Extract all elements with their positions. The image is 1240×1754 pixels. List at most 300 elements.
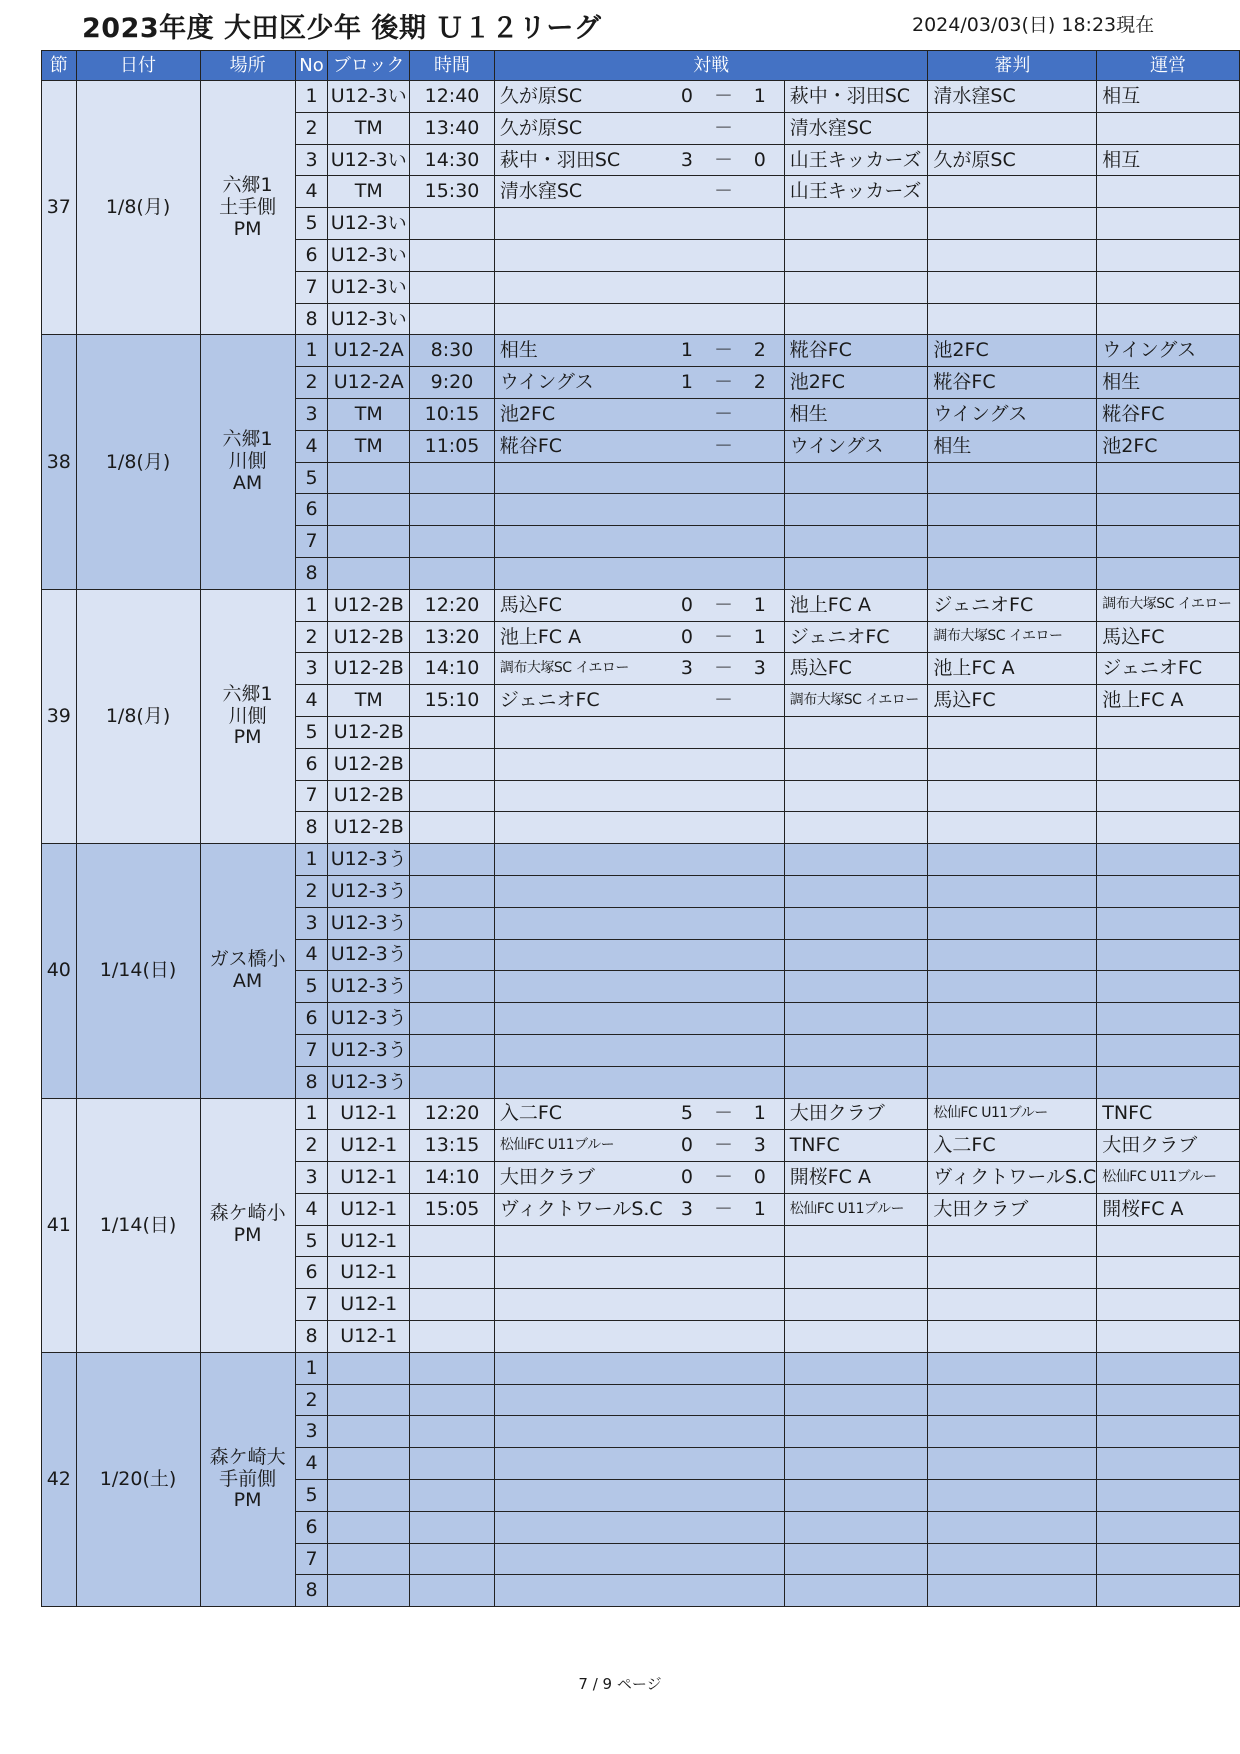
referee-cell	[928, 1066, 1097, 1098]
score-dash-cell	[711, 1321, 736, 1353]
home-score-cell	[663, 1003, 711, 1035]
time-cell	[410, 1480, 495, 1512]
time-cell	[410, 1352, 495, 1384]
referee-cell	[928, 1511, 1097, 1543]
away-score-cell	[736, 1384, 784, 1416]
score-dash-cell	[711, 557, 736, 589]
home-score-cell	[663, 1480, 711, 1512]
no-cell: 4	[295, 1193, 328, 1225]
venue-line: 手前側	[219, 1467, 277, 1490]
score-dash-cell	[711, 239, 736, 271]
home-team-cell	[494, 907, 662, 939]
time-cell: 14:30	[410, 144, 495, 176]
home-team-cell: 清水窪SC	[494, 176, 662, 208]
no-cell: 6	[295, 1003, 328, 1035]
venue-line: 川側	[228, 450, 267, 473]
home-score-cell	[663, 812, 711, 844]
home-team-cell	[494, 1448, 662, 1480]
away-team-cell	[784, 557, 928, 589]
no-cell: 5	[295, 208, 328, 240]
block-cell: U12-2B	[328, 653, 410, 685]
score-dash-cell	[711, 462, 736, 494]
score-dash-cell	[711, 1575, 736, 1607]
operation-cell: 糀谷FC	[1097, 398, 1240, 430]
operation-cell	[1097, 1034, 1240, 1066]
home-team-cell	[494, 812, 662, 844]
away-team-cell	[784, 208, 928, 240]
score-dash-cell: －	[711, 176, 736, 208]
time-cell: 12:40	[410, 81, 495, 113]
no-cell: 3	[295, 907, 328, 939]
date-cell: 1/20(土)	[76, 1352, 200, 1606]
no-cell: 4	[295, 939, 328, 971]
away-score-cell	[736, 271, 784, 303]
time-cell	[410, 1034, 495, 1066]
score-dash-cell: －	[711, 1162, 736, 1194]
block-cell	[328, 1575, 410, 1607]
no-cell: 4	[295, 1448, 328, 1480]
referee-cell	[928, 239, 1097, 271]
operation-cell	[1097, 844, 1240, 876]
no-cell: 1	[295, 589, 328, 621]
referee-cell: ヴィクトワールS.C	[928, 1162, 1097, 1194]
referee-cell	[928, 1352, 1097, 1384]
block-cell: U12-1	[328, 1321, 410, 1353]
time-cell	[410, 271, 495, 303]
away-score-cell	[736, 1575, 784, 1607]
operation-cell	[1097, 303, 1240, 335]
operation-cell	[1097, 271, 1240, 303]
venue-line: PM	[233, 1224, 262, 1247]
home-score-cell	[663, 939, 711, 971]
home-team-cell	[494, 1225, 662, 1257]
operation-cell	[1097, 1416, 1240, 1448]
header-match: 対戦	[494, 51, 928, 81]
operation-cell	[1097, 1352, 1240, 1384]
away-team-cell	[784, 303, 928, 335]
no-cell: 2	[295, 112, 328, 144]
home-team-cell	[494, 780, 662, 812]
home-score-cell: 3	[663, 653, 711, 685]
away-team-cell	[784, 716, 928, 748]
score-dash-cell	[711, 208, 736, 240]
away-team-cell	[784, 526, 928, 558]
referee-cell	[928, 1384, 1097, 1416]
no-cell: 8	[295, 303, 328, 335]
operation-cell	[1097, 875, 1240, 907]
block-cell: U12-2B	[328, 716, 410, 748]
block-cell: U12-1	[328, 1193, 410, 1225]
home-score-cell	[663, 748, 711, 780]
page-title: 2023年度 大田区少年 後期 Ｕ１２リーグ	[82, 13, 602, 44]
away-team-cell	[784, 1384, 928, 1416]
home-team-cell: 相生	[494, 335, 662, 367]
operation-cell	[1097, 1225, 1240, 1257]
home-team-cell: 萩中・羽田SC	[494, 144, 662, 176]
table-row	[42, 589, 1240, 621]
time-cell: 14:10	[410, 1162, 495, 1194]
away-score-cell	[736, 176, 784, 208]
no-cell: 8	[295, 812, 328, 844]
operation-cell	[1097, 1257, 1240, 1289]
away-score-cell	[736, 812, 784, 844]
venue-line: PM	[233, 1489, 262, 1512]
operation-cell	[1097, 526, 1240, 558]
referee-cell: 池上FC A	[928, 653, 1097, 685]
time-cell: 10:15	[410, 398, 495, 430]
home-score-cell: 1	[663, 335, 711, 367]
referee-cell: 相生	[928, 430, 1097, 462]
away-team-cell	[784, 1003, 928, 1035]
referee-cell	[928, 271, 1097, 303]
venue-line: ガス橋小	[209, 947, 286, 970]
time-cell: 9:20	[410, 367, 495, 399]
score-dash-cell: －	[711, 367, 736, 399]
time-cell	[410, 907, 495, 939]
away-score-cell	[736, 557, 784, 589]
block-cell: TM	[328, 398, 410, 430]
time-cell	[410, 971, 495, 1003]
date-cell: 1/14(日)	[76, 1098, 200, 1352]
time-cell: 12:20	[410, 589, 495, 621]
home-team-cell: 調布大塚SC イエロー	[494, 653, 662, 685]
score-dash-cell: －	[711, 685, 736, 717]
referee-cell: ウイングス	[928, 398, 1097, 430]
home-team-cell	[494, 1384, 662, 1416]
home-team-cell	[494, 526, 662, 558]
score-dash-cell	[711, 716, 736, 748]
home-score-cell	[663, 176, 711, 208]
time-cell	[410, 526, 495, 558]
score-dash-cell	[711, 875, 736, 907]
referee-cell: 馬込FC	[928, 685, 1097, 717]
home-team-cell	[494, 462, 662, 494]
home-score-cell	[663, 1543, 711, 1575]
operation-cell	[1097, 239, 1240, 271]
operation-cell: 相生	[1097, 367, 1240, 399]
operation-cell	[1097, 112, 1240, 144]
no-cell: 6	[295, 1511, 328, 1543]
date-cell: 1/8(月)	[76, 335, 200, 589]
block-cell: U12-1	[328, 1257, 410, 1289]
home-team-cell: ヴィクトワールS.C	[494, 1193, 662, 1225]
operation-cell: 相互	[1097, 81, 1240, 113]
away-team-cell	[784, 907, 928, 939]
header-time: 時間	[410, 51, 495, 81]
referee-cell: 松仙FC U11ブルー	[928, 1098, 1097, 1130]
date-cell: 1/8(月)	[76, 589, 200, 843]
time-cell	[410, 462, 495, 494]
referee-cell	[928, 907, 1097, 939]
home-team-cell	[494, 1575, 662, 1607]
time-cell	[410, 1257, 495, 1289]
table-row	[42, 1352, 1240, 1384]
time-cell: 13:20	[410, 621, 495, 653]
operation-cell	[1097, 1003, 1240, 1035]
venue-line: PM	[233, 726, 262, 749]
away-team-cell: 池上FC A	[784, 589, 928, 621]
block-cell: TM	[328, 176, 410, 208]
operation-cell: ジェニオFC	[1097, 653, 1240, 685]
home-team-cell: 松仙FC U11ブルー	[494, 1130, 662, 1162]
away-score-cell: 1	[736, 1193, 784, 1225]
block-cell: U12-1	[328, 1289, 410, 1321]
away-team-cell: TNFC	[784, 1130, 928, 1162]
header-row	[42, 51, 1240, 81]
venue-line: PM	[233, 217, 262, 240]
score-dash-cell	[711, 303, 736, 335]
away-team-cell	[784, 812, 928, 844]
home-score-cell	[663, 907, 711, 939]
away-team-cell	[784, 1034, 928, 1066]
no-cell: 4	[295, 430, 328, 462]
block-cell: U12-2A	[328, 367, 410, 399]
away-score-cell	[736, 1257, 784, 1289]
block-cell: U12-3い	[328, 208, 410, 240]
block-cell	[328, 1543, 410, 1575]
block-cell: U12-3い	[328, 303, 410, 335]
operation-cell	[1097, 1543, 1240, 1575]
away-team-cell	[784, 1066, 928, 1098]
away-score-cell: 2	[736, 367, 784, 399]
referee-cell	[928, 1448, 1097, 1480]
date-cell: 1/14(日)	[76, 844, 200, 1098]
table-row	[42, 335, 1240, 367]
no-cell: 1	[295, 81, 328, 113]
referee-cell	[928, 780, 1097, 812]
home-score-cell	[663, 875, 711, 907]
home-team-cell	[494, 494, 662, 526]
header-setsu: 節	[42, 51, 77, 81]
no-cell: 1	[295, 335, 328, 367]
block-cell: U12-2B	[328, 748, 410, 780]
no-cell: 3	[295, 144, 328, 176]
away-score-cell	[736, 1321, 784, 1353]
block-cell: U12-3い	[328, 271, 410, 303]
time-cell: 8:30	[410, 335, 495, 367]
operation-cell	[1097, 462, 1240, 494]
time-cell	[410, 939, 495, 971]
referee-cell	[928, 462, 1097, 494]
header-date: 日付	[76, 51, 200, 81]
setsu-cell: 38	[42, 335, 77, 589]
time-cell	[410, 494, 495, 526]
away-score-cell	[736, 1511, 784, 1543]
time-cell	[410, 780, 495, 812]
away-score-cell	[736, 494, 784, 526]
time-cell	[410, 1289, 495, 1321]
home-team-cell: ジェニオFC	[494, 685, 662, 717]
away-team-cell: 清水窪SC	[784, 112, 928, 144]
referee-cell	[928, 526, 1097, 558]
home-team-cell: 大田クラブ	[494, 1162, 662, 1194]
block-cell: U12-3う	[328, 939, 410, 971]
score-dash-cell: －	[711, 112, 736, 144]
home-team-cell: ウイングス	[494, 367, 662, 399]
operation-cell	[1097, 812, 1240, 844]
score-dash-cell	[711, 939, 736, 971]
no-cell: 3	[295, 398, 328, 430]
time-cell: 13:15	[410, 1130, 495, 1162]
no-cell: 8	[295, 1575, 328, 1607]
time-cell	[410, 748, 495, 780]
operation-cell: 馬込FC	[1097, 621, 1240, 653]
away-team-cell: 松仙FC U11ブルー	[784, 1193, 928, 1225]
home-score-cell	[663, 1352, 711, 1384]
home-score-cell	[663, 685, 711, 717]
block-cell: U12-1	[328, 1162, 410, 1194]
home-team-cell: 池上FC A	[494, 621, 662, 653]
home-score-cell	[663, 557, 711, 589]
home-team-cell	[494, 716, 662, 748]
away-score-cell: 1	[736, 589, 784, 621]
time-cell	[410, 1511, 495, 1543]
home-team-cell: 入二FC	[494, 1098, 662, 1130]
home-score-cell	[663, 1034, 711, 1066]
home-team-cell	[494, 208, 662, 240]
score-dash-cell: －	[711, 1130, 736, 1162]
away-team-cell	[784, 1257, 928, 1289]
score-dash-cell	[711, 812, 736, 844]
score-dash-cell: －	[711, 398, 736, 430]
referee-cell	[928, 557, 1097, 589]
operation-cell	[1097, 1448, 1240, 1480]
time-cell	[410, 1321, 495, 1353]
home-score-cell: 5	[663, 1098, 711, 1130]
venue-line: 森ケ崎小	[209, 1202, 286, 1225]
home-team-cell: 糀谷FC	[494, 430, 662, 462]
away-score-cell: 1	[736, 1098, 784, 1130]
no-cell: 6	[295, 494, 328, 526]
home-team-cell	[494, 1289, 662, 1321]
referee-cell	[928, 1480, 1097, 1512]
setsu-cell: 40	[42, 844, 77, 1098]
no-cell: 4	[295, 685, 328, 717]
away-team-cell	[784, 271, 928, 303]
away-score-cell: 1	[736, 81, 784, 113]
score-dash-cell	[711, 1352, 736, 1384]
operation-cell	[1097, 494, 1240, 526]
away-team-cell: 池2FC	[784, 367, 928, 399]
away-score-cell	[736, 1066, 784, 1098]
operation-cell: 松仙FC U11ブルー	[1097, 1162, 1240, 1194]
time-cell	[410, 1225, 495, 1257]
home-team-cell: 久が原SC	[494, 112, 662, 144]
block-cell: U12-2B	[328, 589, 410, 621]
score-dash-cell	[711, 1257, 736, 1289]
venue-line: AM	[232, 471, 263, 494]
home-team-cell	[494, 748, 662, 780]
away-team-cell: 山王キッカーズ	[784, 176, 928, 208]
operation-cell: TNFC	[1097, 1098, 1240, 1130]
score-dash-cell	[711, 271, 736, 303]
operation-cell: 池上FC A	[1097, 685, 1240, 717]
away-team-cell	[784, 748, 928, 780]
no-cell: 1	[295, 1352, 328, 1384]
referee-cell: 清水窪SC	[928, 81, 1097, 113]
operation-cell	[1097, 780, 1240, 812]
away-score-cell: 3	[736, 653, 784, 685]
score-dash-cell	[711, 1225, 736, 1257]
score-dash-cell: －	[711, 1098, 736, 1130]
time-cell: 13:40	[410, 112, 495, 144]
score-dash-cell	[711, 844, 736, 876]
venue-line: 六郷1	[222, 682, 273, 705]
venue-cell	[200, 589, 295, 843]
home-team-cell: 池2FC	[494, 398, 662, 430]
no-cell: 3	[295, 1162, 328, 1194]
setsu-cell: 41	[42, 1098, 77, 1352]
header-operation: 運営	[1097, 51, 1240, 81]
home-team-cell	[494, 1511, 662, 1543]
away-score-cell	[736, 1543, 784, 1575]
time-cell	[410, 716, 495, 748]
away-score-cell	[736, 1416, 784, 1448]
no-cell: 7	[295, 1034, 328, 1066]
time-cell	[410, 844, 495, 876]
no-cell: 5	[295, 971, 328, 1003]
home-team-cell	[494, 1416, 662, 1448]
block-cell: U12-1	[328, 1130, 410, 1162]
block-cell	[328, 1384, 410, 1416]
schedule-table	[41, 50, 1240, 1607]
away-score-cell	[736, 1448, 784, 1480]
no-cell: 2	[295, 621, 328, 653]
venue-line: AM	[232, 969, 263, 992]
home-team-cell	[494, 1352, 662, 1384]
home-score-cell	[663, 1225, 711, 1257]
home-team-cell: 馬込FC	[494, 589, 662, 621]
time-cell	[410, 208, 495, 240]
home-team-cell	[494, 271, 662, 303]
away-score-cell	[736, 939, 784, 971]
score-dash-cell	[711, 780, 736, 812]
block-cell: U12-1	[328, 1225, 410, 1257]
referee-cell	[928, 208, 1097, 240]
home-score-cell	[663, 430, 711, 462]
operation-cell: ウイングス	[1097, 335, 1240, 367]
section-38	[42, 335, 1240, 589]
venue-cell	[200, 1098, 295, 1352]
away-score-cell: 3	[736, 1130, 784, 1162]
block-cell: U12-3う	[328, 844, 410, 876]
home-score-cell	[663, 526, 711, 558]
away-team-cell	[784, 239, 928, 271]
away-score-cell	[736, 748, 784, 780]
time-cell: 15:30	[410, 176, 495, 208]
operation-cell	[1097, 1066, 1240, 1098]
operation-cell	[1097, 1480, 1240, 1512]
away-score-cell	[736, 907, 784, 939]
time-cell: 14:10	[410, 653, 495, 685]
referee-cell: 大田クラブ	[928, 1193, 1097, 1225]
referee-cell: 池2FC	[928, 335, 1097, 367]
away-score-cell	[736, 780, 784, 812]
score-dash-cell	[711, 1448, 736, 1480]
away-score-cell	[736, 1352, 784, 1384]
home-score-cell: 0	[663, 1130, 711, 1162]
venue-cell	[200, 1352, 295, 1606]
block-cell: U12-2B	[328, 812, 410, 844]
operation-cell: 大田クラブ	[1097, 1130, 1240, 1162]
referee-cell	[928, 176, 1097, 208]
operation-cell: 相互	[1097, 144, 1240, 176]
block-cell	[328, 462, 410, 494]
no-cell: 7	[295, 1543, 328, 1575]
home-score-cell	[663, 112, 711, 144]
away-team-cell	[784, 1321, 928, 1353]
time-cell	[410, 1003, 495, 1035]
